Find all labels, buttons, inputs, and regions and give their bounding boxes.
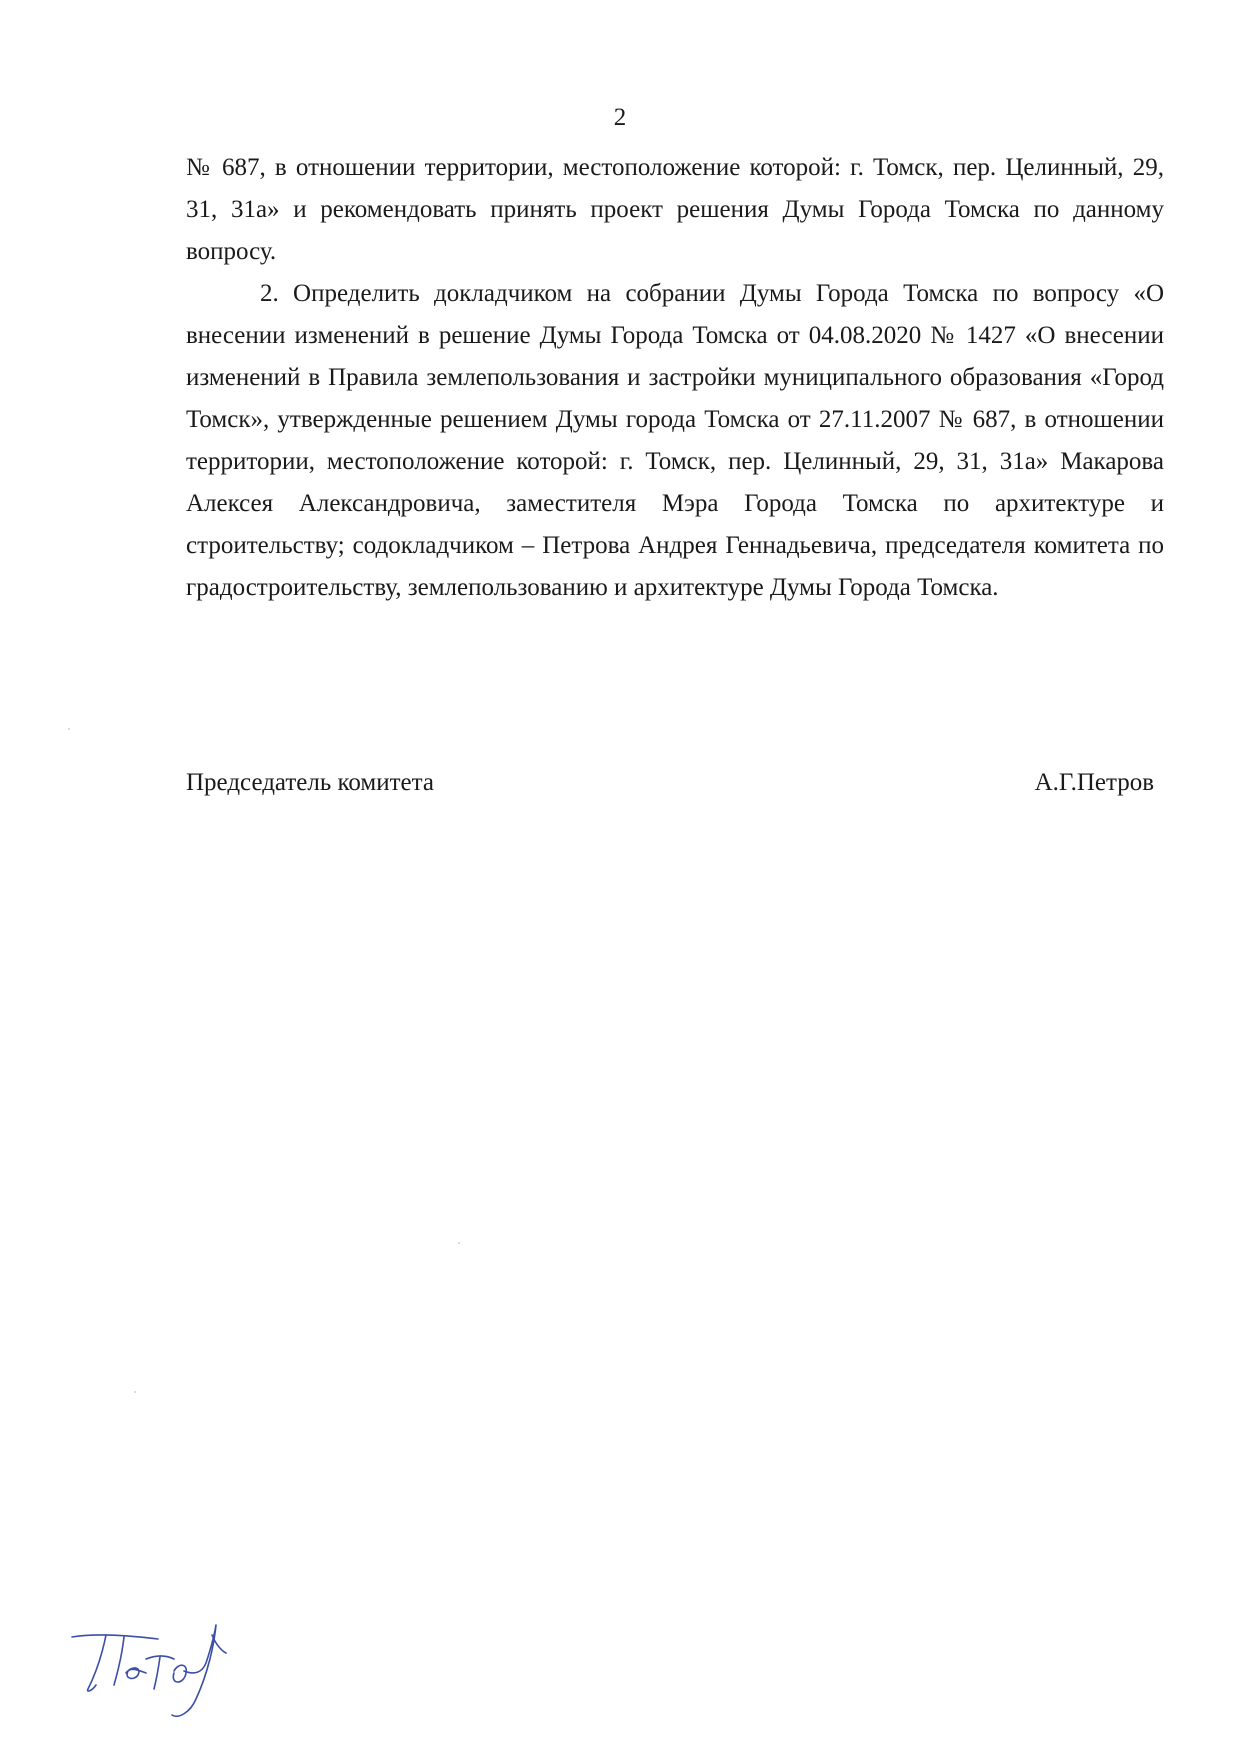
signatory-name: А.Г.Петров bbox=[1034, 769, 1154, 796]
scan-speck bbox=[68, 728, 70, 730]
paragraph-continuation: № 687, в отношении территории, местоположение которой: г. Томск, пер. Целинный, 29, 31, 31а» и рекомендовать принять проект решения Думы Города Томска по данному вопросу. bbox=[186, 154, 1164, 265]
scan-speck bbox=[458, 1242, 460, 1244]
document-body bbox=[186, 147, 1164, 609]
scan-speck bbox=[134, 1391, 136, 1393]
paragraph-item-2: 2. Определить докладчиком на собрании Думы Города Томска по вопросу «О внесении изменений в решение Думы Города Томска от 04.08.2020 № 1427 «О внесении изменений в Правила землепользования и застройки муниципального образования «Город Томск», утвержденные решением Думы города Томска от 27.11.2007 № 687, в отношении территории, местоположение которой: г. Томск, пер. Целинный, 29, 31, 31а» Макарова Алексея Александровича, заместителя Мэра Города Томска по архитектуре и строительству; содокладчиком – Петрова Андрея Геннадьевича, председателя комитета по градостроительству, землепользованию и архитектуре Думы Города Томска. bbox=[186, 280, 1164, 601]
handwritten-signature bbox=[66, 1615, 236, 1725]
signatory-title: Председатель комитета bbox=[186, 769, 434, 796]
page-number: 2 bbox=[613, 104, 627, 131]
